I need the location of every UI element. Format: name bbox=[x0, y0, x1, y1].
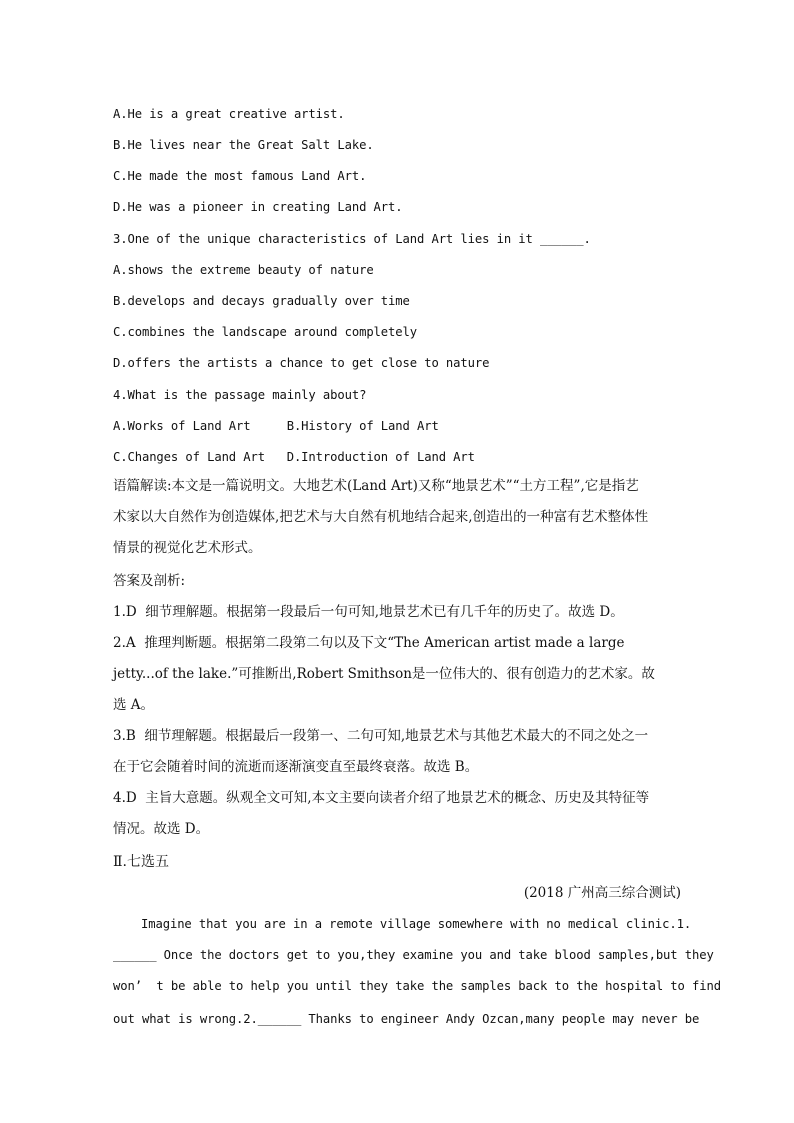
answer-3-line-1: 3.B 细节理解题。根据最后一段第一、二句可知,地景艺术与其他艺术最大的不同之处之一 bbox=[113, 728, 649, 744]
q4-stem: 4.What is the passage mainly about? bbox=[113, 388, 367, 402]
q3-stem: 3.One of the unique characteristics of Land Art lies in it ______. bbox=[113, 232, 591, 246]
passage-line-1: Imagine that you are in a remote village somewhere with no medical clinic.1. bbox=[141, 917, 692, 931]
interpretation-line-3: 情景的视觉化艺术形式。 bbox=[113, 540, 262, 556]
interpretation-line-1: 语篇解读:本文是一篇说明文。大地艺术(Land Art)又称“地景艺术”“土方工程”,它是指艺 bbox=[113, 478, 639, 494]
q4-options-ab: A.Works of Land Art B.History of Land Art bbox=[113, 419, 439, 433]
answer-4-line-1: 4.D 主旨大意题。纵观全文可知,本文主要向读者介绍了地景艺术的概念、历史及其特征等 bbox=[113, 790, 650, 806]
q2-option-c: C.He made the most famous Land Art. bbox=[113, 169, 367, 183]
section-2-heading: Ⅱ.七选五 bbox=[113, 854, 169, 870]
q3-option-b: B.develops and decays gradually over time bbox=[113, 294, 410, 308]
answer-3-line-2: 在于它会随着时间的流逝而逐渐演变直至最终衰落。故选 B。 bbox=[113, 759, 479, 775]
q3-option-d: D.offers the artists a chance to get close to nature bbox=[113, 356, 490, 370]
q3-option-a: A.shows the extreme beauty of nature bbox=[113, 263, 374, 277]
q2-option-d: D.He was a pioneer in creating Land Art. bbox=[113, 200, 403, 214]
q2-option-a: A.He is a great creative artist. bbox=[113, 107, 345, 121]
answer-2-line-3: 选 A。 bbox=[113, 697, 155, 713]
source-citation: (2018 广州高三综合测试) bbox=[523, 885, 681, 901]
passage-line-2: ______ Once the doctors get to you,they examine you and take blood samples,but they bbox=[113, 948, 714, 962]
answer-2-line-2: jetty...of the lake.”可推断出,Robert Smithson是一位伟大的、很有创造力的艺术家。故 bbox=[113, 666, 655, 682]
answer-1: 1.D 细节理解题。根据第一段最后一句可知,地景艺术已有几千年的历史了。故选 D。 bbox=[113, 604, 624, 620]
passage-line-4: out what is wrong.2.______ Thanks to engineer Andy Ozcan,many people may never be bbox=[113, 1012, 700, 1026]
q2-option-b: B.He lives near the Great Salt Lake. bbox=[113, 138, 374, 152]
q4-options-cd: C.Changes of Land Art D.Introduction of Land Art bbox=[113, 450, 475, 464]
q3-option-c: C.combines the landscape around completely bbox=[113, 325, 417, 339]
interpretation-line-2: 术家以大自然作为创造媒体,把艺术与大自然有机地结合起来,创造出的一种富有艺术整体性 bbox=[113, 509, 649, 525]
answer-4-line-2: 情况。故选 D。 bbox=[113, 821, 210, 837]
passage-line-3: won’ t be able to help you until they take the samples back to the hospital to find bbox=[113, 979, 721, 993]
answers-heading: 答案及剖析: bbox=[113, 573, 186, 589]
answer-2-line-1: 2.A 推理判断题。根据第二段第二句以及下文“The American artist made a large bbox=[113, 635, 625, 651]
